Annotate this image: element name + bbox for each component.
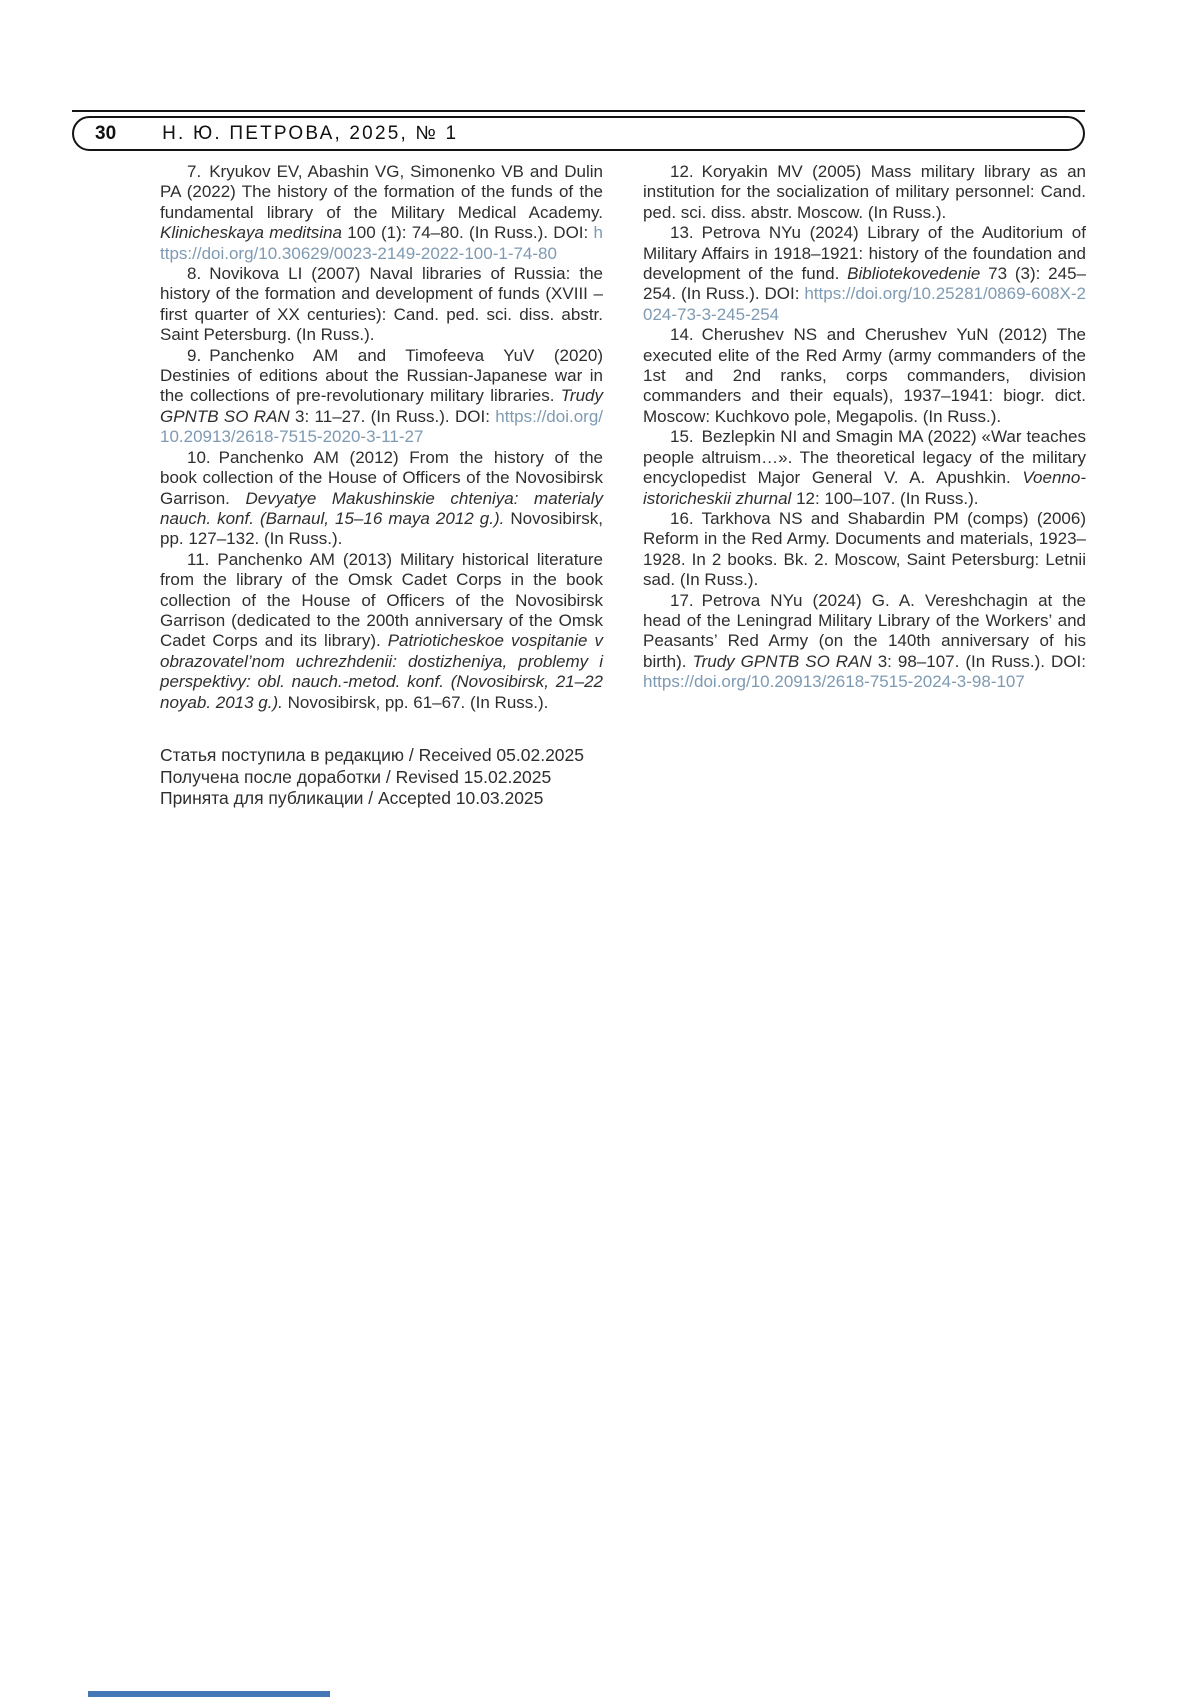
revised-date-line: Получена после доработки / Revised 15.02.2025 [160, 766, 552, 787]
reference-number: 14. [670, 325, 694, 345]
reference-item [643, 325, 1086, 427]
reference-text: Petrova NYu (2024) G. A. Vereshchagin at the head of the Leningrad Military Library of the Workers’ and Peasants’ Red Army (on the 140th anniversary of his birth). [643, 590, 1086, 671]
reference-text: Cherushev NS and Cherushev YuN (2012) The executed elite of the Red Army (army commanders of the 1st and 2nd ranks, corps commanders, division commanders and their equals), 1937–1941: biogr. dict. Moscow: Kuchkovo pole, Megapolis. (In Russ.). [643, 325, 1086, 426]
reference-text: 3: 98–107. (In Russ.). DOI: [871, 651, 1086, 671]
page-number: 30 [95, 122, 117, 144]
reference-text: Novosibirsk, pp. 127–132. (In Russ.). [160, 508, 603, 549]
running-title: Н. Ю. ПЕТРОВА, 2025, № 1 [162, 122, 459, 144]
reference-text: Petrova NYu (2024) Library of the Auditorium of Military Affairs in 1918–1921: history of the foundation and development of the fund. [643, 223, 1086, 284]
footer-accent-bar [88, 1691, 330, 1697]
reference-text: Novikova LI (2007) Naval libraries of Russia: the history of the formation and development of funds (XVIII – first quarter of XX centuries): Cand. ped. sci. diss. abstr. Saint Petersburg. (In Russ.). [160, 264, 603, 345]
reference-text: Tarkhova NS and Shabardin PM (comps) (2006) Reform in the Red Army. Documents and materials, 1923–1928. In 2 books. Bk. 2. Moscow, Saint Petersburg: Letnii sad. (In Russ.). [643, 508, 1086, 590]
reference-text: 73 (3): 245–254. (In Russ.). DOI: [643, 264, 1086, 304]
source-title-italic: Voenno-istoricheskii zhurnal [643, 468, 1086, 508]
reference-item [643, 427, 1086, 509]
reference-item [643, 591, 1086, 693]
reference-item [643, 223, 1086, 325]
reference-number: 16. [670, 508, 694, 528]
reference-text: Bezlepkin NI and Smagin MA (2022) «War teaches people altruism…». The theoretical legacy of the military encyclopedist Major General V. A. Apushkin. [643, 427, 1086, 488]
source-title-italic: Patrioticheskoe vospitanie v obrazovatel’nom uchrezhdenii: dostizheniya, problemy i perspektivy: obl. nauch.-metod. konf. (Novosibirsk, 21–22 noyab. 2013 g.). [160, 631, 603, 712]
reference-text: 100 (1): 74–80. (In Russ.). DOI: [342, 223, 594, 243]
reference-text: Kryukov EV, Abashin VG, Simonenko VB and Dulin PA (2022) The history of the formation of the funds of the fundamental library of the Military Medical Academy. [160, 162, 603, 222]
reference-item [643, 162, 1086, 223]
reference-number: 13. [670, 223, 694, 243]
reference-text: Novosibirsk, pp. 61–67. (In Russ.). [282, 692, 549, 712]
reference-number: 15. [670, 427, 694, 447]
doi-link[interactable]: https://doi.org/10.25281/0869-608X-2024-73-3-245-254 [643, 284, 1086, 324]
reference-number: 17. [670, 590, 694, 610]
reference-item [160, 448, 603, 550]
reference-text: 12: 100–107. (In Russ.). [791, 488, 979, 508]
references-column-left [160, 162, 603, 713]
reference-number: 12. [670, 162, 694, 181]
reference-item [643, 509, 1086, 591]
reference-number: 9. [187, 345, 202, 365]
reference-number: 10. [187, 447, 211, 467]
header-top-rule [72, 110, 1085, 112]
source-title-italic: Trudy GPNTB SO RAN [160, 386, 603, 426]
reference-text: Panchenko AM (2013) Military historical literature from the library of the Omsk Cadet Corps in the book collection of the House of Officers of the Novosibirsk Garrison (dedicated to the 200th anniversary of the Omsk Cadet Corps and its library). [160, 549, 603, 651]
references-section [160, 162, 1086, 713]
running-header [72, 116, 1085, 151]
received-date-line: Статья поступила в редакцию / Received 05.02.2025 [160, 745, 585, 765]
reference-text: Panchenko AM (2012) From the history of the book collection of the House of Officers of the Novosibirsk Garrison. [160, 447, 603, 508]
reference-item [160, 346, 603, 448]
reference-item [160, 550, 603, 713]
accepted-date-line: Принята для публикации / Accepted 10.03.2025 [160, 788, 544, 809]
reference-item [160, 162, 603, 264]
source-title-italic: Trudy GPNTB SO RAN [692, 651, 872, 671]
reference-number: 8. [187, 264, 202, 284]
reference-number: 7. [187, 162, 202, 181]
source-title-italic: Devyatye Makushinskie chteniya: materialy nauch. konf. (Barnaul, 15–16 maya 2012 g.). [160, 488, 603, 528]
reference-item [160, 264, 603, 346]
reference-text: 3: 11–27. (In Russ.). DOI: [289, 406, 496, 426]
doi-link[interactable]: https://doi.org/10.20913/2618-7515-2024-3-98-107 [643, 672, 1025, 692]
doi-link[interactable]: https://doi.org/10.20913/2618-7515-2020-3-11-27 [160, 406, 604, 447]
reference-text: Koryakin MV (2005) Mass military library as an institution for the socialization of military personnel: Cand. ped. sci. diss. abstr. Moscow. (In Russ.). [643, 162, 1086, 222]
doi-link[interactable]: https://doi.org/10.30629/0023-2149-2022-100-1-74-80 [160, 223, 604, 263]
source-title-italic: Bibliotekovedenie [847, 264, 981, 284]
reference-number: 11. [187, 549, 210, 569]
references-column-right [643, 162, 1086, 713]
reference-text: Panchenko AM and Timofeeva YuV (2020) Destinies of editions about the Russian-Japanese war in the collections of pre-revolutionary military libraries. [160, 345, 603, 406]
source-title-italic: Klinicheskaya meditsina [160, 223, 342, 243]
article-dates-block [160, 745, 584, 810]
